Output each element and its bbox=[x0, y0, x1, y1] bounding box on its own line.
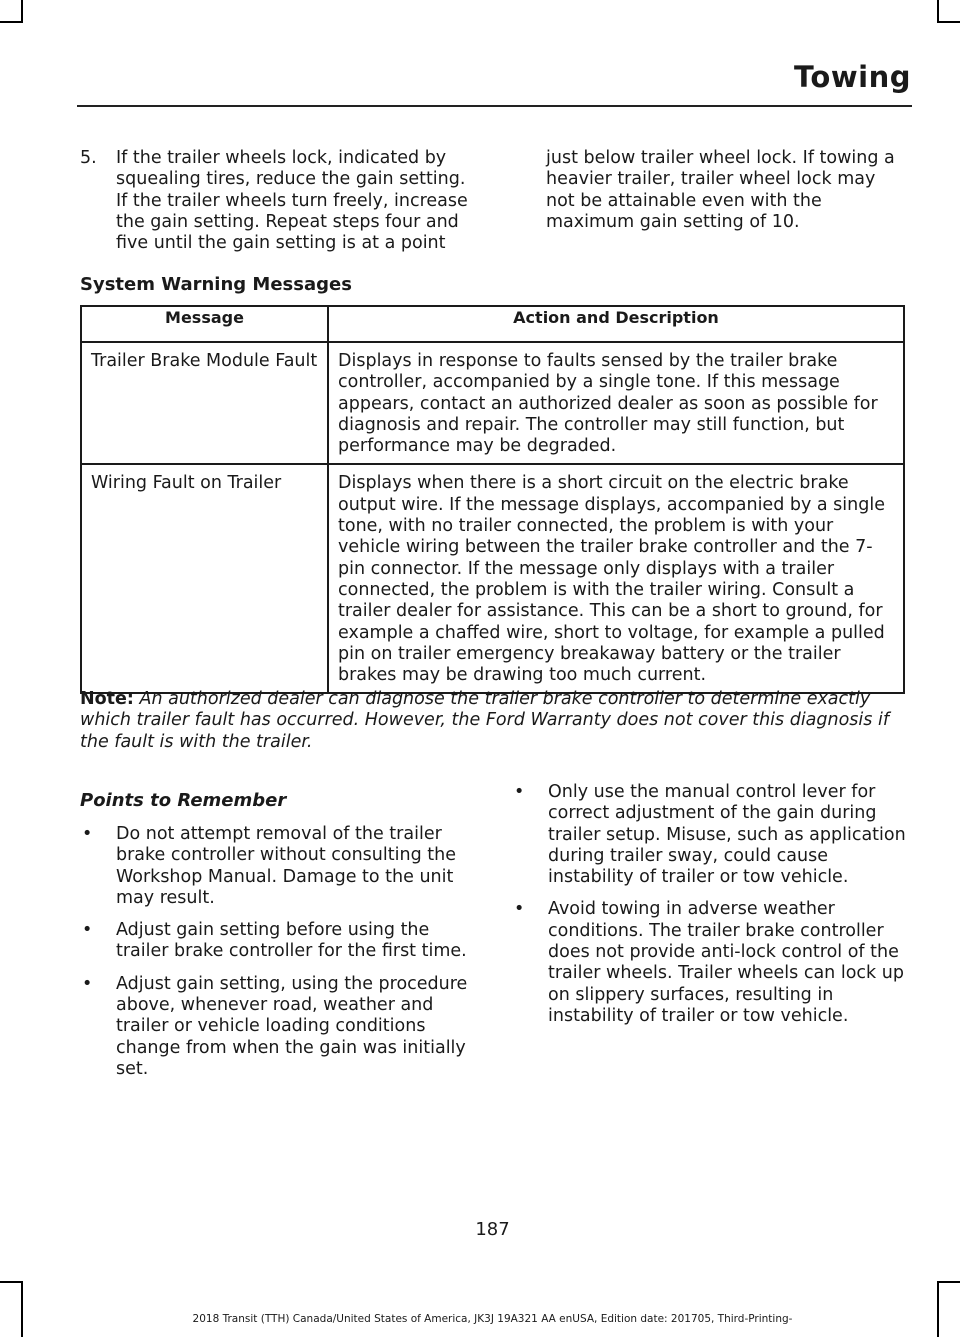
crop-mark-top-left bbox=[21, 0, 23, 23]
list-item bbox=[80, 920, 480, 963]
page-number: 187 bbox=[475, 1219, 510, 1240]
crop-mark-top-right bbox=[937, 0, 939, 23]
list-item bbox=[512, 782, 908, 888]
points-left-column bbox=[80, 824, 480, 1091]
points-heading: Points to Remember bbox=[80, 790, 287, 811]
column-header: Action and Description bbox=[328, 306, 904, 342]
crop-mark-bottom-right bbox=[937, 1281, 960, 1283]
table-row bbox=[81, 342, 904, 464]
table-row bbox=[81, 464, 904, 693]
list-item bbox=[80, 974, 480, 1080]
bullet-icon: • bbox=[82, 824, 93, 844]
page-title: Towing bbox=[794, 60, 911, 94]
description-cell: Displays in response to faults sensed by the trailer brake controller, accompanied by a single tone. If this message appears, contact an authorized dealer as soon as possible for diagnosis and repair. The controller may still function, but performance may be degraded. bbox=[328, 342, 904, 464]
step-number: 5. bbox=[80, 148, 97, 168]
crop-mark-top-left bbox=[0, 21, 23, 23]
bullet-icon: • bbox=[514, 782, 525, 802]
list-item-text: Adjust gain setting before using the trailer brake controller for the first time. bbox=[116, 920, 467, 962]
bullet-icon: • bbox=[82, 973, 93, 994]
footer-text: 2018 Transit (TTH) Canada/United States of America, JK3J 19A321 AA enUSA, Edition date: 201705, Third-Printing- bbox=[192, 1313, 793, 1325]
bullet-icon: • bbox=[82, 920, 93, 941]
note bbox=[80, 689, 910, 753]
crop-mark-bottom-right bbox=[937, 1281, 939, 1337]
note-text: An authorized dealer can diagnose the trailer brake controller to determine exactly which trailer fault has occurred. However, the Ford Warranty does not cover this diagnosis if the fault is with the trailer. bbox=[80, 689, 889, 752]
header-divider bbox=[77, 105, 912, 107]
crop-mark-bottom-left bbox=[0, 1281, 23, 1283]
list-item bbox=[80, 824, 480, 909]
list-item bbox=[512, 899, 908, 1027]
step-text: If the trailer wheels lock, indicated by squealing tires, reduce the gain setting. If the trailer wheels turn freely, increase the gain setting. Repeat steps four and five until the gain setting is at a point bbox=[116, 148, 468, 254]
crop-mark-bottom-left bbox=[21, 1281, 23, 1337]
list-item-text: Avoid towing in adverse weather conditions. The trailer brake controller does not provide anti-lock control of the trailer wheels. Trailer wheels can lock up on slippery surfaces, resulting in instability of trailer or tow vehicle. bbox=[548, 899, 904, 1026]
list-item-text: Only use the manual control lever for correct adjustment of the gain during trailer setup. Misuse, such as application during trailer sway, could cause instability of trailer or tow vehicle. bbox=[548, 782, 906, 888]
crop-mark-top-right bbox=[937, 21, 960, 23]
description-cell: Displays when there is a short circuit on the electric brake output wire. If the message displays, accompanied by a single tone, with no trailer connected, the problem is with your vehicle wiring between the trailer brake controller and the 7-pin connector. If the message only displays with a trailer connected, the problem is with the trailer wiring. Consult a trailer dealer for assistance. This can be a short to ground, for example a chaffed wire, short to voltage, for example a pulled pin on trailer emergency breakaway battery or the trailer brakes may be drawing too much current. bbox=[328, 464, 904, 693]
points-right-column bbox=[512, 782, 908, 1038]
section-heading: System Warning Messages bbox=[80, 274, 352, 295]
step-5-continued: just below trailer wheel lock. If towing a heavier trailer, trailer wheel lock may not be attainable even with the maximum gain setting of 10. bbox=[546, 148, 895, 232]
list-item-text: Adjust gain setting, using the procedure above, whenever road, weather and trailer or vehicle loading conditions change from when the gain was initially set. bbox=[116, 973, 468, 1079]
note-label: Note: bbox=[80, 689, 134, 709]
table-header-row bbox=[81, 306, 904, 342]
message-cell: Trailer Brake Module Fault bbox=[81, 342, 328, 464]
bullet-icon: • bbox=[514, 899, 525, 920]
step-5-left bbox=[80, 148, 478, 254]
list-item-text: Do not attempt removal of the trailer brake controller without consulting the Workshop Manual. Damage to the unit may result. bbox=[116, 824, 456, 908]
column-header: Message bbox=[81, 306, 328, 342]
message-cell: Wiring Fault on Trailer bbox=[81, 464, 328, 693]
warning-messages-table bbox=[80, 305, 905, 694]
